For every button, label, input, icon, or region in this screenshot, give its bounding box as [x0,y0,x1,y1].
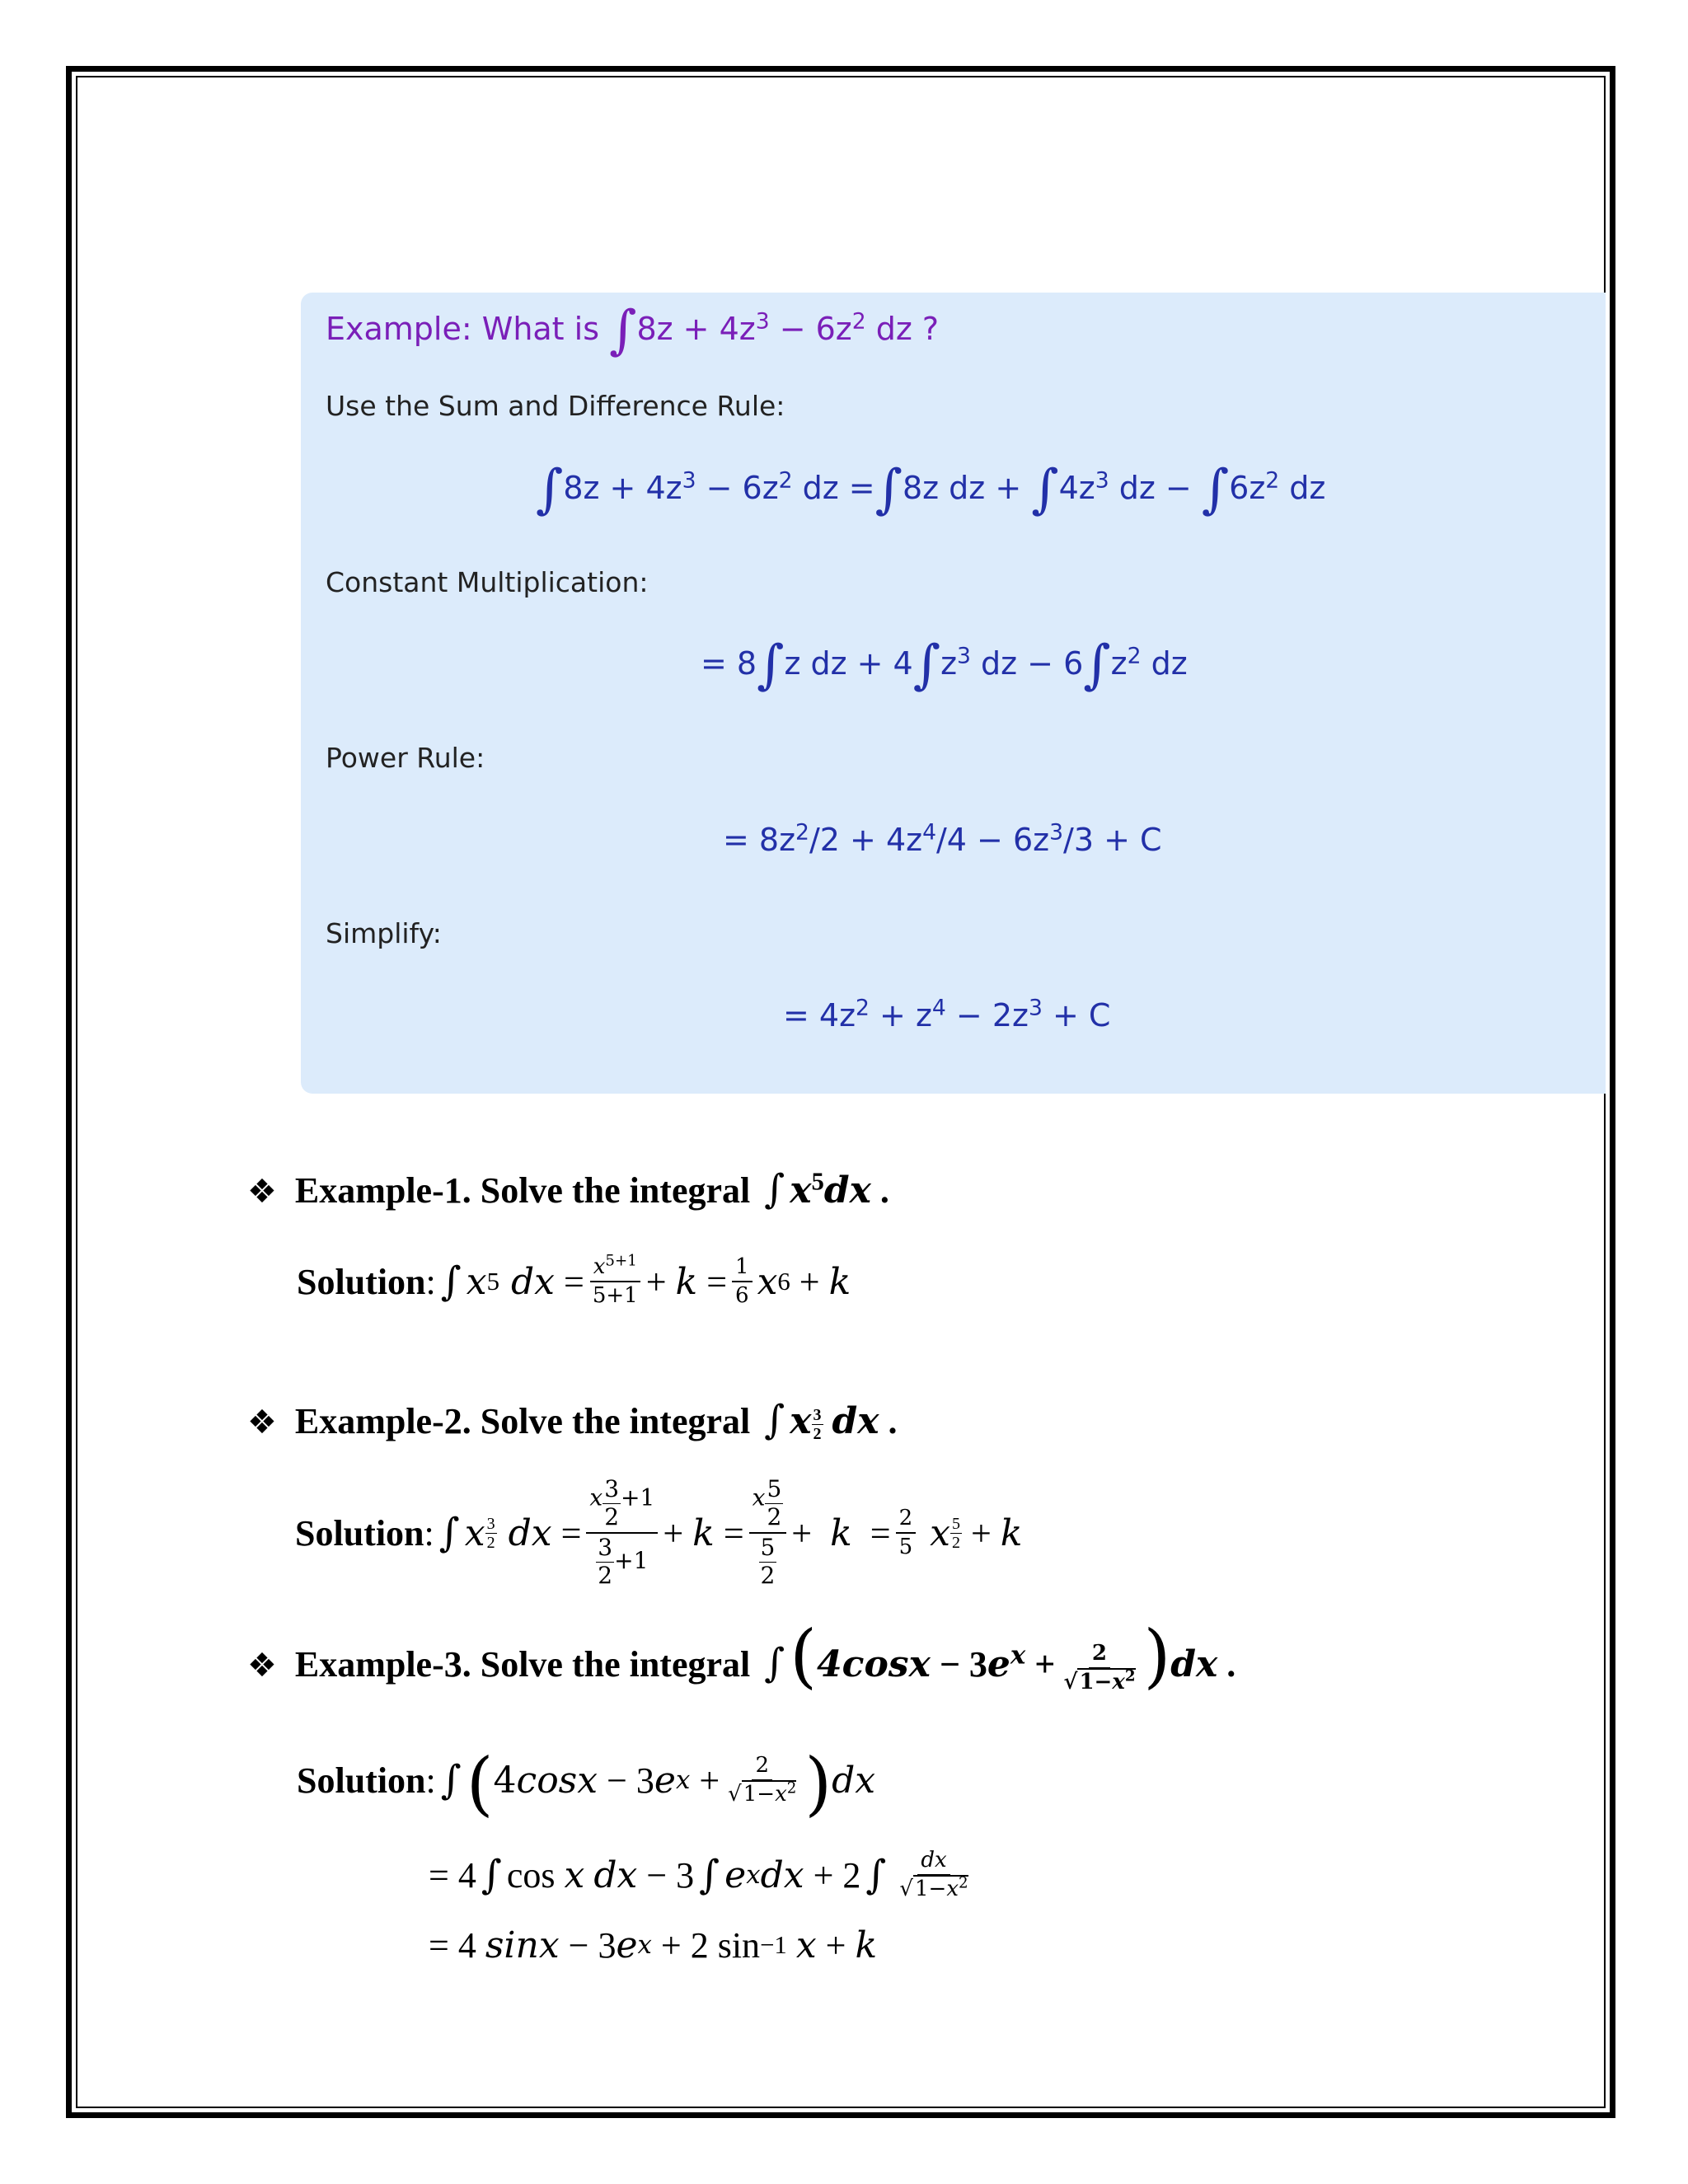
equation-sum-rule: $\int 8z + 4z^3 - 6z^2$ dz =∫8z dz + $\int 4z^3$ dz − $\int 6z^2$ dz [536,459,1326,520]
equation-constant-multiplication: = 8∫z dz + $4\int z^3$ dz − $6\int z^2$ dz [701,635,1188,696]
label-simplify: Simplify: [326,917,442,949]
example-2-heading: ❖ Example-2. Solve the integral ∫ x $\frac{3}{2}$ dx . [247,1397,898,1444]
bullet-icon: ❖ [247,1173,277,1211]
equation-power-rule: = $8z^2/2 + 4z^4/4 - 6z^3/3 + C$ [723,819,1162,858]
example-1-heading: ❖ Example-1. Solve the integral ∫ $x^5dx$ . [247,1166,889,1212]
label-power-rule: Power Rule: [326,742,485,774]
example-3-step-1: = 4 ∫ cos x dx − 3 ∫ e x dx + 2 ∫ $\frac{dx}{√1-x^2}$ [429,1848,968,1901]
bullet-icon: ❖ [247,1647,277,1685]
bullet-icon: ❖ [247,1404,277,1441]
example-box [301,293,1606,1094]
example-1-solution: Solution : ∫ x 5 dx = $\frac{x^{5+1}}{5+1}$ + k = $\frac{1}{6}$ x 6 + k [297,1252,851,1308]
equation-simplify: = $4z^2 + z^4 - 2z^3 + C$ [783,995,1111,1033]
label-constant-multiplication: Constant Multiplication: [326,566,649,598]
example-3-step-2: = 4 sinx − 3 e x + 2 sin −1 x + k [429,1924,878,1966]
example-3-heading: ❖ Example-3. Solve the integral $\int(4\cos x - 3e^x$ + $\frac{2}{√1-x^2}$ )dx . [247,1615,1236,1696]
example-2-solution: Solution : ∫ x 3 2 dx = x $\frac{3}{2}$ +1 $\frac{3}{2}$ +1 + k = x $\frac{5}{2}$ $\frac{5}{2}$ + k = $\frac{2}{5}$ x 5 2 + k [295,1475,1023,1589]
example-title: Example: What is $\int 8z + 4z^3 - 6z^2$ dz ? [326,300,940,361]
example-3-solution: Solution : ∫ ( 4 cosx − 3 e x + $\frac{2}{√1-x^2}$ ) dx [297,1743,876,1824]
label-sum-rule: Use the Sum and Difference Rule: [326,390,785,422]
